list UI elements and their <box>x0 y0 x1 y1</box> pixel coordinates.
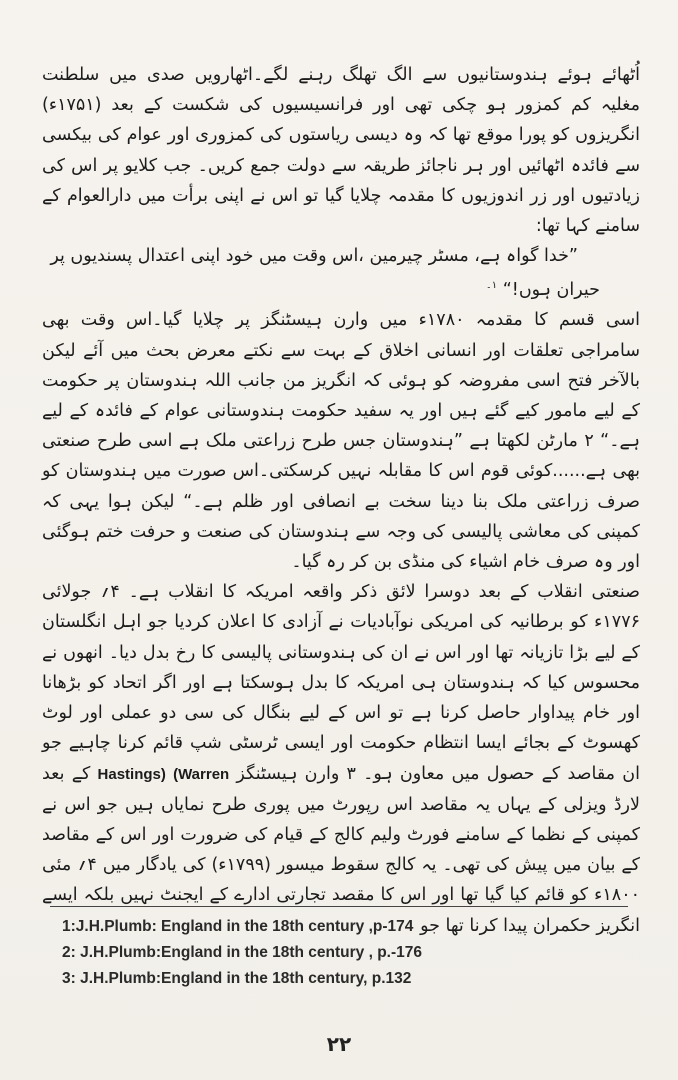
footnote-divider <box>50 906 628 907</box>
footnote-1: 1:J.H.Plumb: England in the 18th century ,p-174 <box>62 918 414 935</box>
footnote-ref-1: ۱۔ <box>485 280 498 292</box>
footnote-3: 3: J.H.Plumb:England in the 18th century, p.132 <box>62 970 412 987</box>
paragraph-3 <box>42 577 640 940</box>
paragraph-2: اسی قسم کا مقدمہ ۱۷۸۰ء میں وارن ہیسٹنگز پر چلایا گیا۔اس وقت بھی سامراجی تعلقات اور انسانی اخلاق کے بہت سے نکتے معرض بحث میں آئے لیکن بالآخر فتح اسی مفروضہ کو ہوئی کہ انگریز من جانب اللہ ہندوستان پر حکومت کے لیے مامور کیے گئے ہیں اور یہ سفید حکومت ہندوستانی عوام کے فائدہ کے لیے ہے۔“ ۲ مارٹن لکھتا ہے ”ہندوستان جس طرح زراعتی ملک ہے اسی طرح صنعتی بھی ہے......کوئی قوم اس کا مقابلہ نہیں کرسکتی۔اس صورت میں ہندوستان کو صرف زراعتی ملک بنا دینا سخت بے انصافی اور ظلم ہے۔“ لیکن ہوا یہی کہ کمپنی کی معاشی پالیسی کی وجہ سے ہندوستان کی صنعت و حرفت ختم ہوگئی اور وہ صرف خام اشیاء کی منڈی بن کر رہ گیا۔ <box>42 310 641 573</box>
quote-line-2-text: حیران ہوں!“ <box>502 280 600 301</box>
paragraph-3-end: کے بعد لارڈ ویزلی کے یہاں یہ مقاصد اس رپورٹ میں پوری طرح نمایاں ہیں جو اس نے کمپنی کے نظما کے سامنے فورٹ ولیم کالج کے قیام کی ضرورت اور اس کے مقاصد کے بیان میں پیش کی تھی۔ یہ کالج سقوط میسور (۱۷۹۹ء) کی یادگار میں ۴؍ مئی ۱۸۰۰ء کو قائم کیا گیا تھا اور اس کا مقصد تجارتی ادارے کے ایجنٹ نہیں بلکہ ایسے انگریز حکمران پیدا کرنا تھا جو <box>42 763 641 936</box>
paragraph-1: اُٹھائے ہوئے ہندوستانیوں سے الگ تھلگ رہنے لگے۔اٹھارویں صدی میں سلطنت مغلیہ کم کمزور ہو چکی تھی اور فرانسیسیوں کی شکست کے بعد (۱۷۵۱ء) انگریزوں کو پورا موقع تھا کہ وہ دیسی ریاستوں کی کمزوری اور عوام کی بیکسی سے فائدہ اٹھائیں اور ہر ناجائز طریقہ سے دولت جمع کریں۔ جب کلایو پر اس کی زیادتیوں اور زر اندوزیوں کا مقدمہ چلایا گیا تو اس نے اپنی برأت میں دارالعوام کے سامنے کہا تھا: <box>42 65 640 237</box>
page-number: ۲۲ <box>326 1032 352 1056</box>
quote-line-2 <box>42 271 640 305</box>
warren-text: (Warren <box>173 765 230 783</box>
footnote-2: 2: J.H.Plumb:England in the 18th century , p.-176 <box>62 944 423 961</box>
hastings-text: Hastings) <box>97 765 166 783</box>
quote-line-1: ”خدا گواہ ہے، مسٹر چیرمین ،اس وقت میں خود اپنی اعتدال پسندیوں پر <box>50 246 578 267</box>
footnotes <box>62 914 622 992</box>
paragraph-3-start: صنعتی انقلاب کے بعد دوسرا لائق ذکر واقعہ امریکہ کا انقلاب ہے۔ ۴؍ جولائی ۱۷۷۶ء کو برطانیہ کی امریکی نوآبادیات نے آزادی کا اعلان کردیا جو اہل انگلستان کے لیے بڑا تازیانہ تھا اور اس نے ان کی ہندوستانی پالیسی کا رخ بدل دیا۔ انھوں نے محسوس کیا کہ ہندوستان ہی امریکہ کا بدل ہوسکتا ہے اور اگر اتحاد کو بڑھانا اور خام پیداوار حاصل کرنا ہے تو اس کے لیے بنگال کی سی دو عملی اور لوٹ کھسوٹ کے بجائے ایسا انتظام حکومت اور ایسی ٹرسٹی شپ قائم کرنا چاہیے جو ان مقاصد کے حصول میں معاون ہو۔ ۳ وارن ہیسٹنگز <box>42 582 640 784</box>
body-text <box>42 60 640 941</box>
